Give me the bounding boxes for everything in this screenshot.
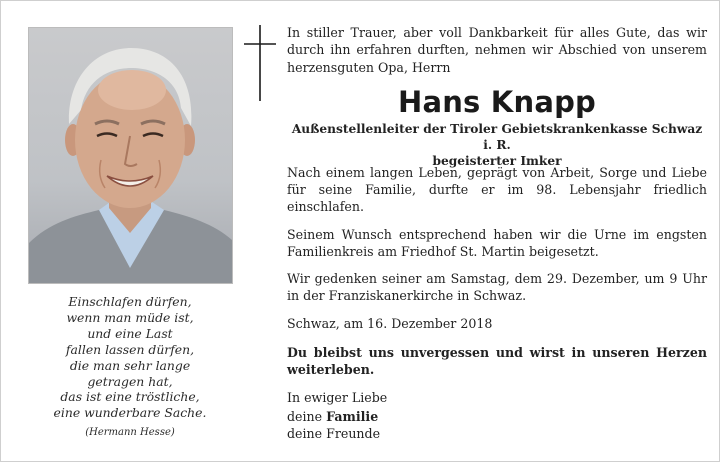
poem-line: wenn man müde ist, bbox=[66, 309, 194, 325]
paragraph-memorial: Wir gedenken seiner am Samstag, dem 29. Dezember, um 9 Uhr in der Franziskanerkirche in Schwaz. bbox=[287, 271, 707, 304]
signature-greeting: In ewiger Liebe bbox=[287, 390, 388, 405]
poem-line: das ist eine tröstliche, bbox=[60, 389, 200, 405]
paragraph-life: Nach einem langen Leben, geprägt von Arbeit, Sorge und Liebe für seine Familie, durfte er im 98. Lebensjahr friedlich einschlafen. bbox=[287, 165, 707, 215]
poem-line: getragen hat, bbox=[87, 373, 173, 389]
subtitle-occupation: Außenstellenleiter der Tiroler Gebietskrankenkasse Schwaz i. R. bbox=[291, 122, 703, 152]
poem-line: fallen lassen dürfen, bbox=[65, 341, 195, 357]
poem bbox=[25, 294, 235, 441]
signature-family bbox=[287, 408, 707, 425]
deceased-name: Hans Knapp bbox=[397, 85, 597, 119]
paragraph-burial: Seinem Wunsch entsprechend haben wir die Urne im engsten Familienkreis am Friedhof St. Martin beigesetzt. bbox=[287, 227, 707, 260]
poem-line: und eine Last bbox=[87, 325, 173, 341]
deceased-subtitle bbox=[287, 121, 707, 169]
cross-icon bbox=[243, 25, 277, 101]
signature-friends: deine Freunde bbox=[287, 426, 381, 441]
portrait-photo bbox=[28, 27, 233, 284]
closing-statement: Du bleibst uns unvergessen und wirst in unseren Herzen weiterleben. bbox=[287, 345, 707, 378]
poem-line: eine wunderbare Sache. bbox=[53, 405, 207, 421]
intro-text: In stiller Trauer, aber voll Dankbarkeit für alles Gute, das wir durch ihn erfahren durften, nehmen wir Abschied von unserem herzensguten Opa, Herrn bbox=[287, 25, 707, 75]
poem-line: Einschlafen dürfen, bbox=[68, 294, 192, 309]
subtitle-hobby: begeisterter Imker bbox=[432, 154, 562, 168]
poem-line: die man sehr lange bbox=[69, 357, 191, 373]
poem-attribution: (Hermann Hesse) bbox=[85, 427, 175, 439]
signature-family-word: Familie bbox=[326, 409, 379, 424]
signature-prefix: deine bbox=[287, 409, 327, 424]
place-date: Schwaz, am 16. Dezember 2018 bbox=[287, 316, 493, 331]
